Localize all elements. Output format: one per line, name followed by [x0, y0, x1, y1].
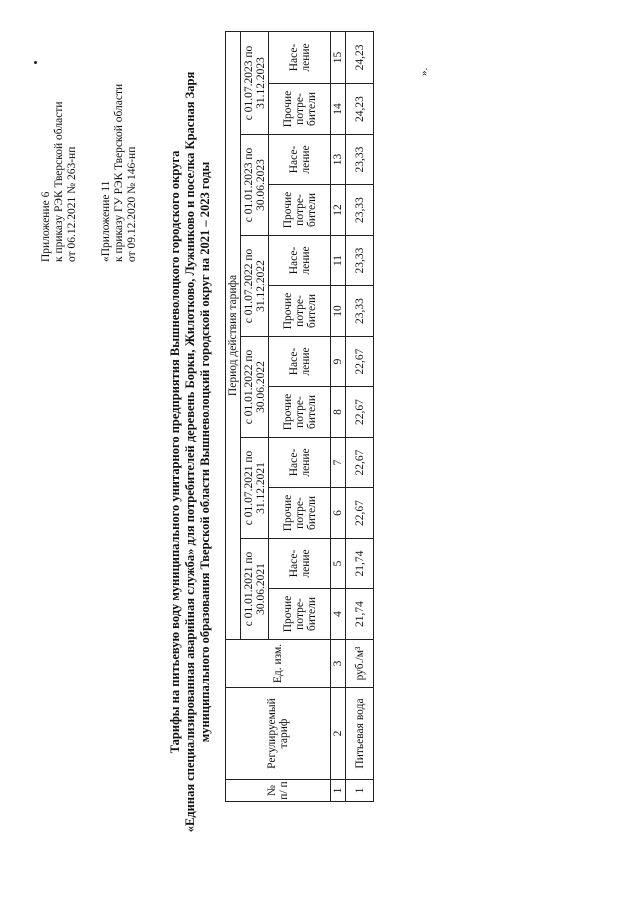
period-5: с 01.01.2023 по 30.06.2023: [241, 135, 269, 236]
header-period: Период действия тарифа: [226, 31, 241, 639]
subheader-population: Насе-ление: [269, 135, 331, 185]
tariff-value: 22,67: [346, 438, 374, 488]
subheader-other-consumers: Прочие потре-бители: [269, 387, 331, 438]
column-index: 10: [331, 286, 346, 337]
subheader-other-consumers: Прочие потре-бители: [269, 286, 331, 337]
header-number: № п/ п: [226, 780, 331, 802]
closing-quote-mark: ».: [418, 67, 430, 76]
scan-dot: [34, 61, 37, 64]
tariff-value: 22,67: [346, 488, 374, 539]
tariff-value: 23,33: [346, 185, 374, 236]
tariff-table: [225, 31, 374, 802]
subheader-other-consumers: Прочие потре-бители: [269, 185, 331, 236]
column-index: 3: [331, 640, 346, 688]
column-index: 7: [331, 438, 346, 488]
tariff-value: 23,33: [346, 236, 374, 286]
tariff-value: 21,74: [346, 589, 374, 640]
row-unit: руб./м³: [346, 640, 374, 688]
tariff-value: 22,67: [346, 337, 374, 387]
annex-11-line-3: от 09.12.2020 № 146-нп: [126, 146, 138, 262]
annex-11-line-1: «Приложение 11: [100, 180, 112, 262]
column-index: 4: [331, 589, 346, 640]
annex-6-line-1: Приложение 6: [40, 191, 52, 262]
column-index: 9: [331, 337, 346, 387]
row-number: 1: [346, 780, 374, 802]
period-3: с 01.01.2022 по 30.06.2022: [241, 337, 269, 438]
column-index: 1: [331, 780, 346, 802]
tariff-value: 22,67: [346, 387, 374, 438]
header-regulated-tariff: Регулируемый тариф: [226, 688, 331, 780]
column-index: 14: [331, 84, 346, 135]
period-2: с 01.07.2021 по 31.12.2021: [241, 438, 269, 539]
tariff-value: 23,33: [346, 135, 374, 185]
subheader-other-consumers: Прочие потре-бители: [269, 589, 331, 640]
title-line-1: Тарифы на питьевую воду муниципального унитарного предприятия Вышневолоцкого городского округа: [168, 150, 182, 754]
column-index: 12: [331, 185, 346, 236]
title-line-3: муниципального образования Тверской области Вышневолоцкий городской округ на 2021 – 2023 годы: [198, 161, 212, 743]
subheader-population: Насе-ление: [269, 337, 331, 387]
column-index: 11: [331, 236, 346, 286]
subheader-population: Насе-ление: [269, 31, 331, 83]
column-index: 2: [331, 688, 346, 780]
tariff-value: 23,33: [346, 286, 374, 337]
column-index: 13: [331, 135, 346, 185]
title-line-2: «Единая специализированная аварийная служба» для потребителей деревень Борки, Жилотково, Лужниково и поселка Красная Заря: [183, 71, 197, 833]
subheader-population: Насе-ление: [269, 236, 331, 286]
annex-11-block: [100, 84, 139, 262]
annex-6-line-2: к приказу РЭК Тверской области: [53, 101, 65, 262]
column-index: 8: [331, 387, 346, 438]
subheader-other-consumers: Прочие потре-бители: [269, 84, 331, 135]
subheader-population: Насе-ление: [269, 539, 331, 589]
tariff-value: 21,74: [346, 539, 374, 589]
header-row-1: [226, 31, 241, 801]
header-unit: Ед. изм.: [226, 640, 331, 688]
period-6: с 01.07.2023 по 31.12.2023: [241, 31, 269, 134]
annex-6-line-3: от 06.12.2021 № 263-нп: [66, 146, 78, 262]
row-tariff-name: Питьевая вода: [346, 688, 374, 780]
period-4: с 01.07.2022 по 31.12.2022: [241, 236, 269, 337]
column-index: 15: [331, 31, 346, 83]
annex-6-block: [40, 102, 79, 263]
period-1: с 01.01.2021 по 30.06.2021: [241, 539, 269, 640]
tariff-value: 24,23: [346, 31, 374, 83]
tariff-value: 24,23: [346, 84, 374, 135]
column-index: 6: [331, 488, 346, 539]
subheader-population: Насе-ление: [269, 438, 331, 488]
column-index-row: [331, 31, 346, 801]
table-row: [346, 31, 374, 801]
subheader-other-consumers: Прочие потре-бители: [269, 488, 331, 539]
column-index: 5: [331, 539, 346, 589]
annex-11-line-2: к приказу ГУ РЭК Тверской области: [113, 83, 125, 262]
